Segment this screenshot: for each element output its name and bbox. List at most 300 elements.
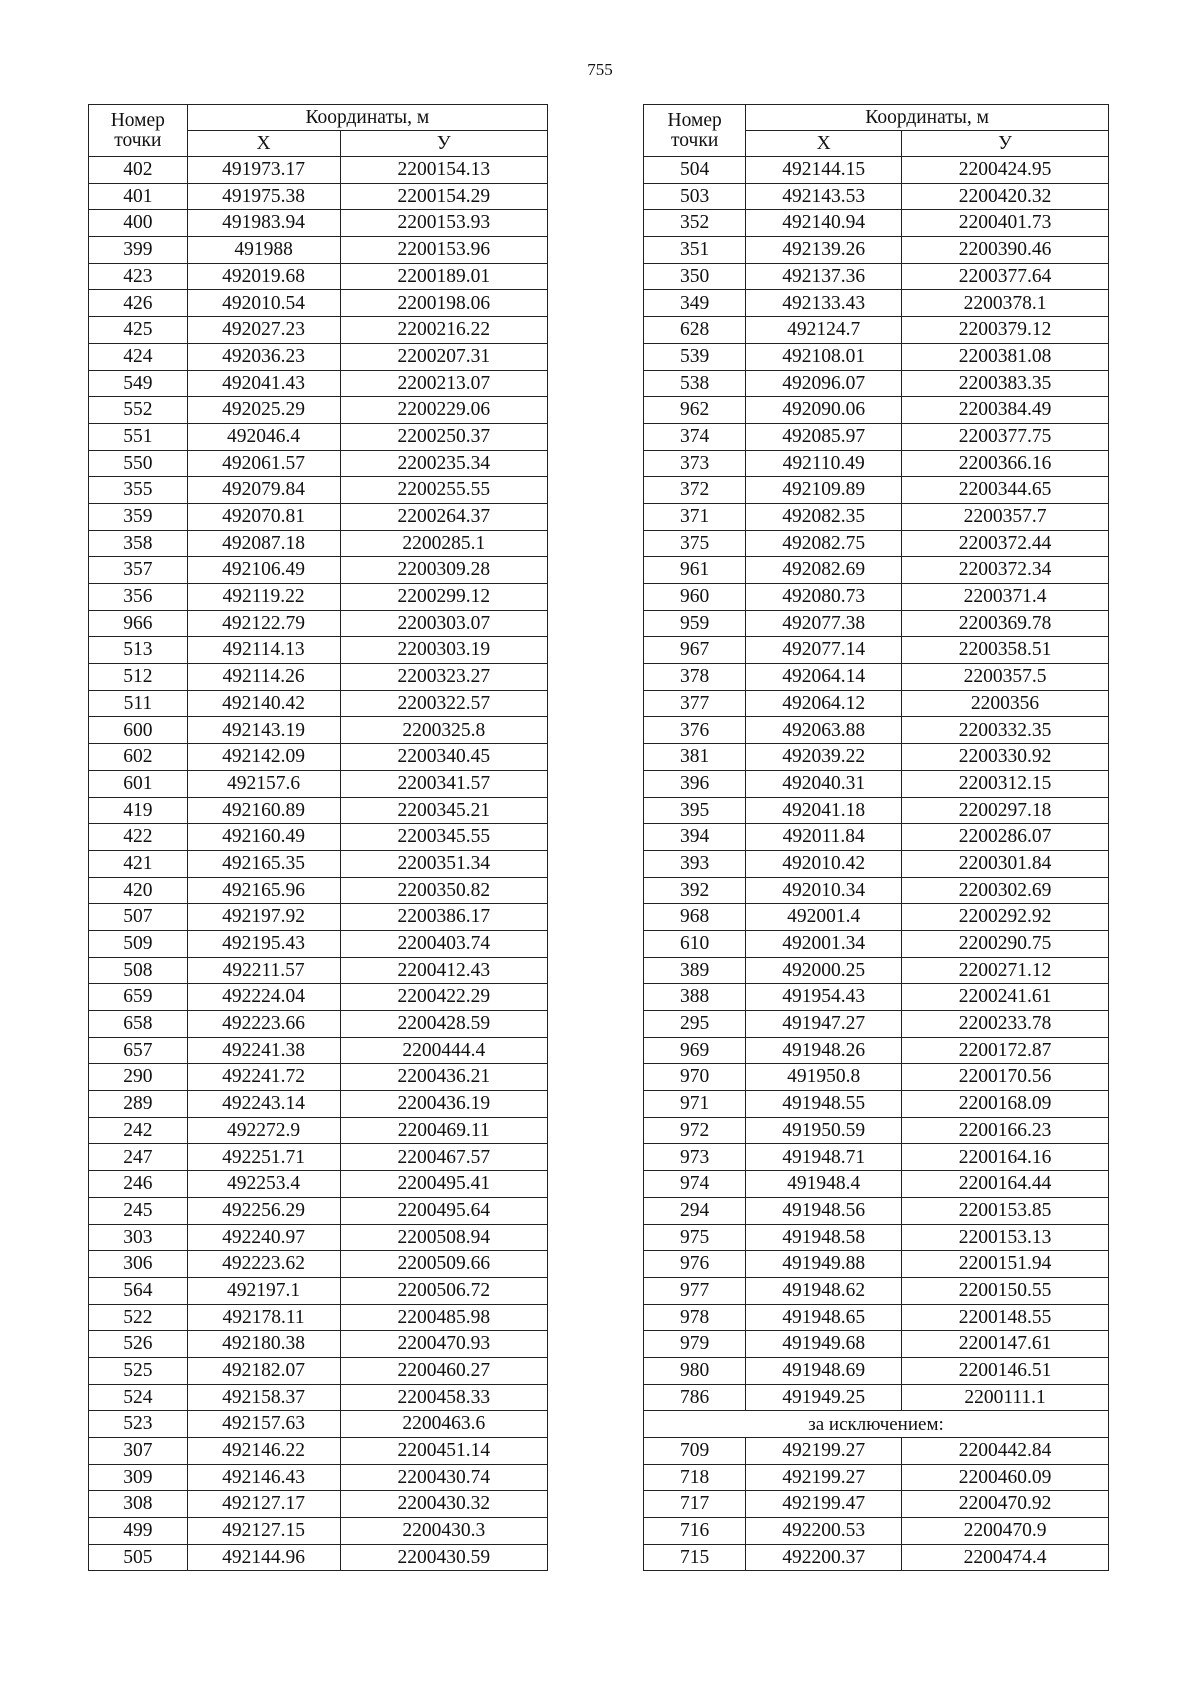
point-number-cell: 242 [89,1117,188,1144]
table-row [89,904,548,931]
point-number-cell: 709 [644,1438,746,1465]
y-coordinate-cell: 2200154.13 [340,157,547,184]
x-coordinate-cell: 492064.12 [746,690,902,717]
x-coordinate-cell: 491948.4 [746,1171,902,1198]
y-coordinate-cell: 2200495.41 [340,1171,547,1198]
point-number-cell: 307 [89,1438,188,1465]
y-coordinate-cell: 2200430.32 [340,1491,547,1518]
table-row [89,557,548,584]
x-coordinate-cell: 492108.01 [746,343,902,370]
y-coordinate-cell: 2200350.82 [340,877,547,904]
point-number-cell: 306 [89,1251,188,1278]
table-row [644,610,1109,637]
y-coordinate-cell: 2200357.5 [902,664,1109,691]
table-row [89,263,548,290]
point-number-cell: 512 [89,664,188,691]
header-point-line1: Номер [667,110,722,131]
table-row [89,824,548,851]
header-point-line2: точки [671,129,719,151]
x-coordinate-cell: 492272.9 [187,1117,340,1144]
y-coordinate-cell: 2200255.55 [340,477,547,504]
x-coordinate-cell: 492090.06 [746,397,902,424]
table-row [89,1357,548,1384]
y-coordinate-cell: 2200250.37 [340,423,547,450]
table-row [89,1491,548,1518]
y-coordinate-cell: 2200430.59 [340,1544,547,1571]
point-number-cell: 959 [644,610,746,637]
table-row [644,1331,1109,1358]
table-row [644,664,1109,691]
x-coordinate-cell: 492241.38 [187,1037,340,1064]
point-number-cell: 374 [644,423,746,450]
x-coordinate-cell: 491949.25 [746,1384,902,1411]
point-number-cell: 509 [89,930,188,957]
y-coordinate-cell: 2200172.87 [902,1037,1109,1064]
x-coordinate-cell: 492119.22 [187,584,340,611]
x-coordinate-cell: 491948.69 [746,1357,902,1384]
point-number-cell: 962 [644,397,746,424]
point-number-cell: 960 [644,584,746,611]
y-coordinate-cell: 2200470.9 [902,1518,1109,1545]
y-coordinate-cell: 2200154.29 [340,183,547,210]
point-number-cell: 523 [89,1411,188,1438]
point-number-cell: 352 [644,210,746,237]
x-coordinate-cell: 492082.69 [746,557,902,584]
point-number-cell: 295 [644,1011,746,1038]
table-row [644,690,1109,717]
point-number-cell: 600 [89,717,188,744]
header-point-number [89,105,188,157]
table-row [89,930,548,957]
table-row [644,503,1109,530]
table-row [89,1011,548,1038]
table-body-right [644,157,1109,1411]
table-row [89,1438,548,1465]
point-number-cell: 378 [644,664,746,691]
x-coordinate-cell: 492140.94 [746,210,902,237]
y-coordinate-cell: 2200428.59 [340,1011,547,1038]
y-coordinate-cell: 2200340.45 [340,744,547,771]
point-number-cell: 394 [644,824,746,851]
x-coordinate-cell: 492160.89 [187,797,340,824]
y-coordinate-cell: 2200369.78 [902,610,1109,637]
y-coordinate-cell: 2200344.65 [902,477,1109,504]
table-row [644,850,1109,877]
point-number-cell: 538 [644,370,746,397]
x-coordinate-cell: 492080.73 [746,584,902,611]
table-row [644,290,1109,317]
y-coordinate-cell: 2200372.34 [902,557,1109,584]
table-row [89,610,548,637]
x-coordinate-cell: 492077.38 [746,610,902,637]
point-number-cell: 377 [644,690,746,717]
y-coordinate-cell: 2200332.35 [902,717,1109,744]
y-coordinate-cell: 2200166.23 [902,1117,1109,1144]
table-row [644,477,1109,504]
point-number-cell: 419 [89,797,188,824]
table-row [89,637,548,664]
table-row [89,1518,548,1545]
point-number-cell: 349 [644,290,746,317]
point-number-cell: 381 [644,744,746,771]
point-number-cell: 552 [89,397,188,424]
y-coordinate-cell: 2200189.01 [340,263,547,290]
y-coordinate-cell: 2200301.84 [902,850,1109,877]
point-number-cell: 359 [89,503,188,530]
table-row [644,317,1109,344]
table-row [89,717,548,744]
y-coordinate-cell: 2200233.78 [902,1011,1109,1038]
point-number-cell: 421 [89,850,188,877]
table-row [89,450,548,477]
header-point-line1: Номер [110,110,165,131]
table-row [644,1304,1109,1331]
exclusion-section [644,1411,1109,1438]
y-coordinate-cell: 2200470.92 [902,1491,1109,1518]
x-coordinate-cell: 492127.15 [187,1518,340,1545]
point-number-cell: 628 [644,317,746,344]
y-coordinate-cell: 2200378.1 [902,290,1109,317]
x-coordinate-cell: 491950.59 [746,1117,902,1144]
table-row [89,984,548,1011]
y-coordinate-cell: 2200302.69 [902,877,1109,904]
point-number-cell: 373 [644,450,746,477]
x-coordinate-cell: 492109.89 [746,477,902,504]
y-coordinate-cell: 2200164.16 [902,1144,1109,1171]
table-row [89,503,548,530]
table-row [89,1411,548,1438]
x-coordinate-cell: 492127.17 [187,1491,340,1518]
exclusion-row [644,1411,1109,1438]
table-row [644,1144,1109,1171]
y-coordinate-cell: 2200146.51 [902,1357,1109,1384]
y-coordinate-cell: 2200377.75 [902,423,1109,450]
y-coordinate-cell: 2200430.3 [340,1518,547,1545]
x-coordinate-cell: 492010.42 [746,850,902,877]
y-coordinate-cell: 2200309.28 [340,557,547,584]
x-coordinate-cell: 492197.1 [187,1277,340,1304]
table-row [644,183,1109,210]
point-number-cell: 525 [89,1357,188,1384]
point-number-cell: 539 [644,343,746,370]
coordinates-table-right [643,104,1109,1571]
x-coordinate-cell: 492085.97 [746,423,902,450]
x-coordinate-cell: 492243.14 [187,1091,340,1118]
x-coordinate-cell: 492142.09 [187,744,340,771]
table-row [644,237,1109,264]
table-row [89,957,548,984]
y-coordinate-cell: 2200198.06 [340,290,547,317]
table-row [89,1544,548,1571]
header-y: У [902,131,1109,157]
table-row [644,1224,1109,1251]
x-coordinate-cell: 492165.96 [187,877,340,904]
point-number-cell: 290 [89,1064,188,1091]
point-number-cell: 715 [644,1544,746,1571]
x-coordinate-cell: 492096.07 [746,370,902,397]
x-coordinate-cell: 491950.8 [746,1064,902,1091]
x-coordinate-cell: 492195.43 [187,930,340,957]
y-coordinate-cell: 2200381.08 [902,343,1109,370]
y-coordinate-cell: 2200357.7 [902,503,1109,530]
point-number-cell: 524 [89,1384,188,1411]
table-row [89,1037,548,1064]
table-row [644,1384,1109,1411]
x-coordinate-cell: 492224.04 [187,984,340,1011]
table-row [89,1064,548,1091]
table-row [644,717,1109,744]
point-number-cell: 246 [89,1171,188,1198]
y-coordinate-cell: 2200424.95 [902,157,1109,184]
table-row [644,904,1109,931]
table-row [89,530,548,557]
point-number-cell: 602 [89,744,188,771]
x-coordinate-cell: 491947.27 [746,1011,902,1038]
y-coordinate-cell: 2200170.56 [902,1064,1109,1091]
y-coordinate-cell: 2200371.4 [902,584,1109,611]
x-coordinate-cell: 492063.88 [746,717,902,744]
y-coordinate-cell: 2200430.74 [340,1464,547,1491]
table-row [89,290,548,317]
table-row [644,450,1109,477]
y-coordinate-cell: 2200460.27 [340,1357,547,1384]
x-coordinate-cell: 492223.62 [187,1251,340,1278]
point-number-cell: 396 [644,770,746,797]
x-coordinate-cell: 492197.92 [187,904,340,931]
point-number-cell: 972 [644,1117,746,1144]
point-number-cell: 961 [644,557,746,584]
point-number-cell: 420 [89,877,188,904]
point-number-cell: 970 [644,1064,746,1091]
x-coordinate-cell: 491948.56 [746,1197,902,1224]
point-number-cell: 717 [644,1491,746,1518]
table-row [644,584,1109,611]
header-x: Х [187,131,340,157]
point-number-cell: 601 [89,770,188,797]
y-coordinate-cell: 2200366.16 [902,450,1109,477]
point-number-cell: 355 [89,477,188,504]
point-number-cell: 504 [644,157,746,184]
point-number-cell: 974 [644,1171,746,1198]
x-coordinate-cell: 492178.11 [187,1304,340,1331]
table-row [644,824,1109,851]
y-coordinate-cell: 2200299.12 [340,584,547,611]
table-row [89,1251,548,1278]
point-number-cell: 522 [89,1304,188,1331]
point-number-cell: 976 [644,1251,746,1278]
y-coordinate-cell: 2200485.98 [340,1304,547,1331]
point-number-cell: 308 [89,1491,188,1518]
x-coordinate-cell: 492000.25 [746,957,902,984]
table-row [644,1438,1109,1465]
table-row [644,530,1109,557]
x-coordinate-cell: 492070.81 [187,503,340,530]
x-coordinate-cell: 492010.54 [187,290,340,317]
point-number-cell: 400 [89,210,188,237]
y-coordinate-cell: 2200506.72 [340,1277,547,1304]
point-number-cell: 657 [89,1037,188,1064]
x-coordinate-cell: 492200.37 [746,1544,902,1571]
table-row [644,877,1109,904]
y-coordinate-cell: 2200444.4 [340,1037,547,1064]
point-number-cell: 610 [644,930,746,957]
x-coordinate-cell: 492110.49 [746,450,902,477]
x-coordinate-cell: 492144.96 [187,1544,340,1571]
point-number-cell: 424 [89,343,188,370]
y-coordinate-cell: 2200153.13 [902,1224,1109,1251]
y-coordinate-cell: 2200303.19 [340,637,547,664]
table-row [89,237,548,264]
table-row [89,1117,548,1144]
table-row [89,1384,548,1411]
y-coordinate-cell: 2200345.55 [340,824,547,851]
table-row [89,210,548,237]
y-coordinate-cell: 2200356 [902,690,1109,717]
table-row [89,1304,548,1331]
table-row [89,157,548,184]
table-row [89,1464,548,1491]
y-coordinate-cell: 2200460.09 [902,1464,1109,1491]
y-coordinate-cell: 2200153.96 [340,237,547,264]
header-point-line2: точки [114,129,162,151]
x-coordinate-cell: 492139.26 [746,237,902,264]
point-number-cell: 289 [89,1091,188,1118]
table-row [89,877,548,904]
y-coordinate-cell: 2200285.1 [340,530,547,557]
table-body-excluded [644,1438,1109,1571]
y-coordinate-cell: 2200412.43 [340,957,547,984]
y-coordinate-cell: 2200341.57 [340,770,547,797]
y-coordinate-cell: 2200150.55 [902,1277,1109,1304]
x-coordinate-cell: 492106.49 [187,557,340,584]
y-coordinate-cell: 2200286.07 [902,824,1109,851]
y-coordinate-cell: 2200403.74 [340,930,547,957]
y-coordinate-cell: 2200422.29 [340,984,547,1011]
x-coordinate-cell: 491983.94 [187,210,340,237]
table-row [644,744,1109,771]
y-coordinate-cell: 2200303.07 [340,610,547,637]
x-coordinate-cell: 491948.58 [746,1224,902,1251]
x-coordinate-cell: 492027.23 [187,317,340,344]
point-number-cell: 980 [644,1357,746,1384]
x-coordinate-cell: 492082.75 [746,530,902,557]
x-coordinate-cell: 491988 [187,237,340,264]
x-coordinate-cell: 492040.31 [746,770,902,797]
point-number-cell: 402 [89,157,188,184]
point-number-cell: 550 [89,450,188,477]
y-coordinate-cell: 2200467.57 [340,1144,547,1171]
point-number-cell: 245 [89,1197,188,1224]
table-row [644,957,1109,984]
point-number-cell: 971 [644,1091,746,1118]
y-coordinate-cell: 2200213.07 [340,370,547,397]
x-coordinate-cell: 492241.72 [187,1064,340,1091]
table-body-left [89,157,548,1571]
table-row [644,637,1109,664]
x-coordinate-cell: 492253.4 [187,1171,340,1198]
x-coordinate-cell: 491973.17 [187,157,340,184]
x-coordinate-cell: 492199.47 [746,1491,902,1518]
y-coordinate-cell: 2200469.11 [340,1117,547,1144]
point-number-cell: 399 [89,237,188,264]
point-number-cell: 395 [644,797,746,824]
y-coordinate-cell: 2200379.12 [902,317,1109,344]
point-number-cell: 357 [89,557,188,584]
point-number-cell: 786 [644,1384,746,1411]
point-number-cell: 967 [644,637,746,664]
table-row [644,1491,1109,1518]
x-coordinate-cell: 491954.43 [746,984,902,1011]
table-row [644,157,1109,184]
point-number-cell: 375 [644,530,746,557]
x-coordinate-cell: 492011.84 [746,824,902,851]
point-number-cell: 389 [644,957,746,984]
x-coordinate-cell: 492200.53 [746,1518,902,1545]
y-coordinate-cell: 2200147.61 [902,1331,1109,1358]
point-number-cell: 303 [89,1224,188,1251]
table-row [644,984,1109,1011]
table-row [644,1357,1109,1384]
y-coordinate-cell: 2200451.14 [340,1438,547,1465]
point-number-cell: 503 [644,183,746,210]
x-coordinate-cell: 492223.66 [187,1011,340,1038]
x-coordinate-cell: 492114.26 [187,664,340,691]
table-row [644,423,1109,450]
point-number-cell: 564 [89,1277,188,1304]
x-coordinate-cell: 492124.7 [746,317,902,344]
table-row [644,263,1109,290]
point-number-cell: 350 [644,263,746,290]
table-row [644,930,1109,957]
coordinates-table-left [88,104,548,1571]
y-coordinate-cell: 2200207.31 [340,343,547,370]
table-row [644,397,1109,424]
x-coordinate-cell: 492158.37 [187,1384,340,1411]
table-row [89,1144,548,1171]
table-row [644,1251,1109,1278]
point-number-cell: 977 [644,1277,746,1304]
point-number-cell: 718 [644,1464,746,1491]
table-row [89,1091,548,1118]
x-coordinate-cell: 492146.22 [187,1438,340,1465]
x-coordinate-cell: 492137.36 [746,263,902,290]
y-coordinate-cell: 2200297.18 [902,797,1109,824]
y-coordinate-cell: 2200508.94 [340,1224,547,1251]
table-row [89,1224,548,1251]
y-coordinate-cell: 2200312.15 [902,770,1109,797]
y-coordinate-cell: 2200436.19 [340,1091,547,1118]
y-coordinate-cell: 2200383.35 [902,370,1109,397]
y-coordinate-cell: 2200377.64 [902,263,1109,290]
table-row [644,370,1109,397]
x-coordinate-cell: 492143.53 [746,183,902,210]
x-coordinate-cell: 492079.84 [187,477,340,504]
y-coordinate-cell: 2200372.44 [902,530,1109,557]
x-coordinate-cell: 492140.42 [187,690,340,717]
x-coordinate-cell: 491948.71 [746,1144,902,1171]
point-number-cell: 978 [644,1304,746,1331]
x-coordinate-cell: 492077.14 [746,637,902,664]
table-row [644,1064,1109,1091]
y-coordinate-cell: 2200151.94 [902,1251,1109,1278]
point-number-cell: 388 [644,984,746,1011]
table-row [89,850,548,877]
point-number-cell: 551 [89,423,188,450]
x-coordinate-cell: 492199.27 [746,1464,902,1491]
x-coordinate-cell: 492211.57 [187,957,340,984]
y-coordinate-cell: 2200271.12 [902,957,1109,984]
y-coordinate-cell: 2200330.92 [902,744,1109,771]
